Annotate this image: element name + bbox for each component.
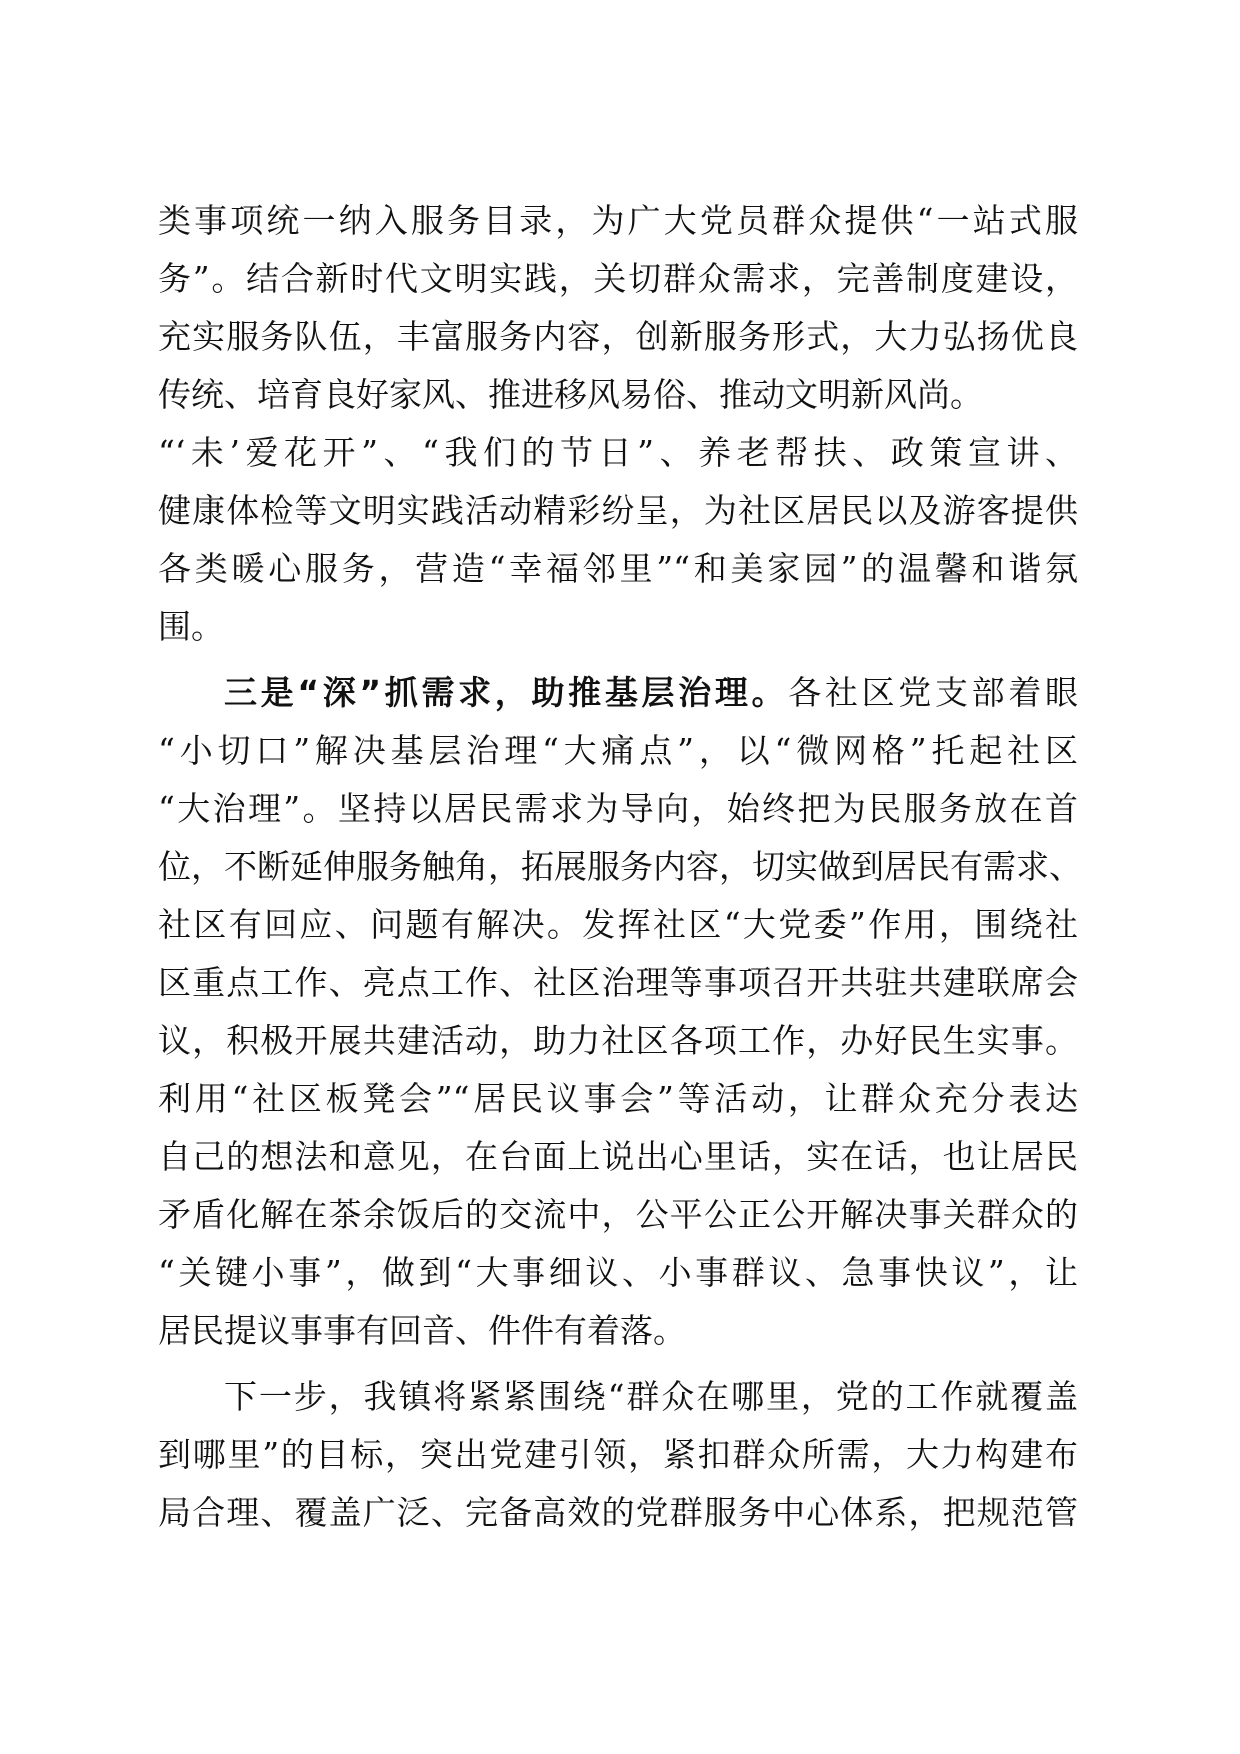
- paragraph-1-line-1: 类事项统一纳入服务目录，为广大党员群众提供“一站式服: [158, 201, 1078, 240]
- paragraph-2-line-10: 矛盾化解在茶余饭后的交流中，公平公正公开解决事关群众的: [158, 1195, 1078, 1234]
- paragraph-1-line-4: 传统、培育良好家风、推进移风易俗、推动文明新风尚。: [158, 375, 983, 414]
- paragraph-2-line-6: 区重点工作、亮点工作、社区治理等事项召开共驻共建联席会: [158, 963, 1078, 1002]
- paragraph-2-line-7: 议，积极开展共建活动，助力社区各项工作，办好民生实事。: [158, 1021, 1078, 1060]
- paragraph-1-line-8: 围。: [158, 607, 224, 646]
- paragraph-1-line-2: 务”。结合新时代文明实践，关切群众需求，完善制度建设，: [158, 259, 1078, 298]
- paragraph-1-line-5: “‘未’爱花开”、“我们的节日”、养老帮扶、政策宣讲、: [158, 433, 1078, 472]
- paragraph-3-line-1: 下一步，我镇将紧紧围绕“群众在哪里，党的工作就覆盖: [224, 1377, 1078, 1416]
- paragraph-2-line-11: “关键小事”，做到“大事细议、小事群议、急事快议”，让: [158, 1253, 1078, 1292]
- paragraph-3-line-2: 到哪里”的目标，突出党建引领，紧扣群众所需，大力构建布: [158, 1435, 1078, 1474]
- paragraph-1-line-3: 充实服务队伍，丰富服务内容，创新服务形式，大力弘扬优良: [158, 317, 1078, 356]
- paragraph-2-line-1: [158, 664, 1078, 722]
- paragraph-2-line-5: 社区有回应、问题有解决。发挥社区“大党委”作用，围绕社: [158, 905, 1078, 944]
- paragraph-1-line-7: 各类暖心服务，营造“幸福邻里”“和美家园”的温馨和谐氛: [158, 549, 1078, 588]
- paragraph-3-line-3: 局合理、覆盖广泛、完备高效的党群服务中心体系，把规范管: [158, 1493, 1078, 1532]
- document-body: [158, 192, 1082, 1542]
- paragraph-2-line-2: “小切口”解决基层治理“大痛点”，以“微网格”托起社区: [158, 731, 1078, 770]
- paragraph-2-first-line-rest: 各社区党支部着眼: [788, 673, 1079, 712]
- paragraph-2-line-12: 居民提议事事有回音、件件有着落。: [158, 1311, 686, 1350]
- paragraph-2-heading: 三是“深”抓需求，助推基层治理。: [224, 673, 789, 712]
- paragraph-2-line-4: 位，不断延伸服务触角，拓展服务内容，切实做到居民有需求、: [158, 847, 1082, 886]
- paragraph-2-line-3: “大治理”。坚持以居民需求为导向，始终把为民服务放在首: [158, 789, 1078, 828]
- paragraph-2-line-9: 自己的想法和意见，在台面上说出心里话，实在话，也让居民: [158, 1137, 1078, 1176]
- paragraph-1-line-6: 健康体检等文明实践活动精彩纷呈，为社区居民以及游客提供: [158, 491, 1078, 530]
- paragraph-2-line-8: 利用“社区板凳会”“居民议事会”等活动，让群众充分表达: [158, 1079, 1078, 1118]
